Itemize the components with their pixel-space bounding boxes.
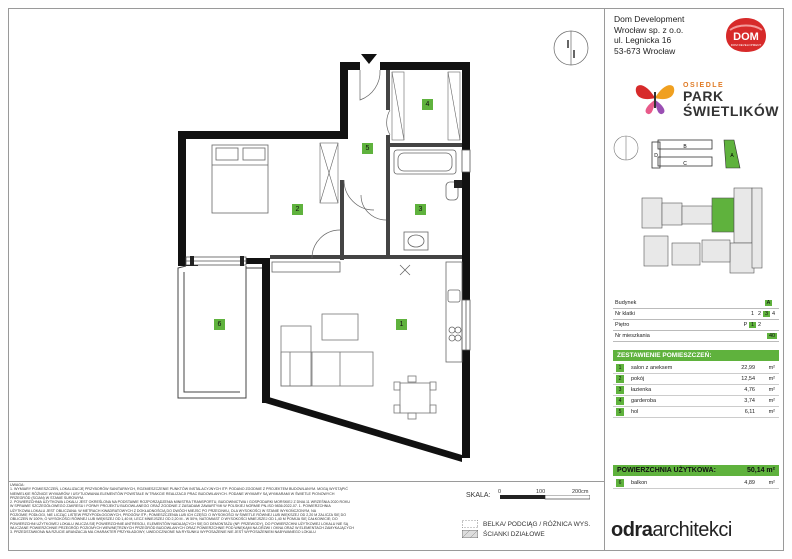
architect-part2: architekci — [652, 519, 732, 541]
plan-label-garderoba: 4 — [422, 99, 433, 110]
beam-swatch-icon — [462, 520, 478, 528]
info-cell-selected: 40 — [768, 333, 776, 339]
info-row-klatka — [613, 309, 779, 320]
wall-swatch-icon — [462, 530, 478, 538]
living-furniture — [281, 314, 436, 419]
room-row: 1 salon z aneksem 22,99 m² — [613, 363, 779, 374]
note-line: WLICZANE POWIERZCHNIE PRZEGRÓD POZIOMYCH WEWNĘTRZNYCH PRZEGRÓD BUDOWLANYCH ORAZ POWIERZCHNIE POD WNĘKĄMI NA DRZWI I OKNA ORAZ W ELEMENTACH ZAMYKAJĄCYCH — [10, 525, 354, 530]
scale-bar — [500, 495, 590, 501]
north-arrow-icon — [554, 31, 588, 65]
site-map — [612, 128, 780, 298]
note-line: POWIERZCHNI UŻYTKOWEJ LOKALU WLICZA SIĘ POWIERZCHNIE ANTRESOLI, ELEMENTÓW NADAJĄCYCH SIĘ DO DEMONTAŻU (NP. PRZEWODY), DO POWIERZCHNI UŻYTKOWEJ LOKALU NIE SĄ — [10, 521, 349, 526]
project-prefix: OSIEDLE — [683, 82, 725, 89]
company-legal: Wrocław sp. z o.o. — [614, 24, 684, 35]
plan-label-hol: 5 — [362, 143, 373, 154]
plan-label-pokoj: 2 — [292, 204, 303, 215]
building-label-b: B — [683, 144, 687, 150]
floor-key-plan — [642, 188, 762, 273]
project-name — [683, 89, 779, 119]
company-street: ul. Legnicka 16 — [614, 35, 672, 45]
legend-beam: BELKA/ PODCIĄG / RÓŻNICA WYS. — [483, 521, 591, 528]
entrance-arrow-icon — [361, 54, 377, 64]
scale-label: SKALA: — [466, 492, 491, 499]
note-line: 1. WYMIARY POMIESZCZEŃ, LOKALIZACJĘ PRZYBORÓW SANITARNYCH, ROZMIESZCZENIE PUNKTÓW INSTALACYJNYCH ITP. PODANO ZGODNIE Z PROJEKTEM BUDOWLANYM. MOGĄ WYSTĄPIĆ — [10, 487, 348, 492]
notes — [10, 483, 450, 535]
project-name-line1: PARK — [683, 88, 724, 104]
building-label-d: D — [654, 153, 658, 159]
info-label: Nr mieszkania — [613, 331, 696, 342]
architect-logo — [611, 519, 732, 542]
note-line: PRZEGRÓD (SCIAN) W STANIE SUROWYM. — [10, 495, 85, 500]
total-area — [613, 465, 779, 476]
note-line: UŻYTKOWA LOKALU JEST OBLICZANA: W METRACH KWADRATOWYCH Z DOKŁADNOŚCIĄ DO DWÓCH MIEJSC PO PRZECINKU, DLA WYSOKOŚCI W STANIE WYKOŃCZONYM, NA — [10, 508, 317, 513]
note-line: POZIOMIE PODŁOGI, NIE LICZĄC LISTEW PRZYPODŁOGOWYCH, PROGÓW ITP.; POMIESZCZENIA LUB ICH CZĘŚCI O WYSOKOŚCI W ŚWIETLE RÓWNEJ LUB WIĘKSZEJ OD 2,20 M ZALICZA SIĘ DO — [10, 513, 346, 518]
plan-label-lazienka: 3 — [415, 204, 426, 215]
info-label: Piętro — [613, 320, 696, 331]
svg-text:DOM DEVELOPMENT: DOM DEVELOPMENT — [730, 43, 762, 47]
park-swietlikow-logo-icon — [632, 78, 678, 118]
bathroom-fixtures — [394, 150, 458, 250]
info-cell: 2 — [757, 311, 762, 317]
info-row-budynek — [613, 298, 779, 309]
building-label-c: C — [683, 161, 687, 167]
info-cell-selected: 3 — [764, 311, 769, 317]
company-name: Dom Development — [614, 14, 685, 24]
scale-tick-0: 0 — [498, 489, 502, 495]
info-cell: P — [743, 322, 748, 328]
info-label: Nr klatki — [613, 309, 696, 320]
company-address — [614, 14, 684, 56]
room-row: 5 hol 6,11 m² — [613, 407, 779, 418]
total-label: POWIERZCHNIA UŻYTKOWA: — [617, 467, 716, 474]
note-line: W SPRAWIE SZCZEGÓŁOWEGO ZAKRESU I FORMY PROJEKTU BUDOWLANEGO ORAZ ZGODNIE Z ZASADAMI ZAWARTYMI W POLSKIEJ NORMIE PN-ISO 9836:2022-07. 1. POWIERZCHNIA — [10, 504, 331, 509]
building-key — [614, 136, 740, 168]
note-line: NIEWIELKIE RÓŻNICE WYMIARÓW I USYTUOWANIA ELEMENTÓW POWSTAŁE W TRAKCIE REALIZACJI PRAC BUDOWLANYCH. PODANE WYMIARY SĄ WYMIARAMI W ŚWIETLE PIONOWYCH — [10, 491, 335, 496]
door-swings — [312, 70, 390, 258]
project-name-line2: ŚWIETLIKÓW — [683, 103, 779, 119]
divider-vertical — [604, 8, 605, 551]
architect-part1: odra — [611, 519, 653, 541]
info-label: Budynek — [613, 298, 696, 309]
company-city: 53-673 Wrocław — [614, 45, 676, 56]
unit-info-table — [613, 298, 779, 342]
room-row: 4 garderoba 3,74 m² — [613, 396, 779, 407]
legend-walls: ŚCIANKI DZIAŁOWE — [483, 531, 545, 538]
divider-horizontal — [8, 481, 605, 482]
svg-text:DOM: DOM — [733, 31, 759, 43]
info-cell: 1 — [750, 311, 755, 317]
building-label-a: A — [730, 153, 734, 159]
dom-development-logo-icon — [724, 16, 768, 54]
total-value: 50,14 m² — [746, 467, 775, 474]
plan-label-balkon: 6 — [214, 319, 225, 330]
notes-title: UWAGA: — [10, 483, 25, 487]
note-line: 2. POWIERZCHNIA UŻYTKOWA LOKALU JEST OKREŚLONA NA PODSTAWIE ROZPORZĄDZENIA MINISTRA TRANSPORTU, BUDOWNICTWA I GOSPODARKI MORSKIEJ Z DNIA 11 WRZEŚNIA 2020 ROKU — [10, 500, 350, 505]
bed — [212, 145, 268, 213]
room-row: 2 pokój 12,54 m² — [613, 374, 779, 385]
scale-tick-200: 200cm — [572, 489, 589, 495]
room-row: 3 łazienka 4,76 m² — [613, 385, 779, 396]
info-row-mieszkanie — [613, 331, 779, 342]
info-cell-selected: A — [766, 300, 771, 306]
info-cell: 4 — [771, 311, 776, 317]
note-line: 3. PRZEDSTAWIONA NA RZUCIE ARANŻACJA MA CHARAKTER PRZYKŁADOWY, UWIDOCZNIONE NA RYSUNKU WYPOSAŻENIE NIE JEST WYPOSAŻENIEM NABYWANEGO LOKALU — [10, 530, 316, 535]
info-cell-selected: 1 — [750, 322, 755, 328]
info-cell: 2 — [757, 322, 762, 328]
note-line: OBLICZEŃ W 100%, O WYSOKOŚCI RÓWNEJ LUB WIĘKSZEJ OD 1,40 M, LECZ MNIEJSZEJ OD 2,20 M - W 50%, NATOMIAST O WYSOKOŚCI MNIEJSZEJ OD 1,40 M POMIJA SIĘ CAŁKOWICIE; DO — [10, 517, 338, 522]
interior-walls — [270, 70, 462, 260]
scale-tick-100: 100 — [536, 489, 546, 495]
kitchen — [272, 262, 462, 362]
balcony-row: 6 balkon 4,89 m² — [613, 478, 779, 489]
plan-label-salon: 1 — [396, 319, 407, 330]
info-row-pietro — [613, 320, 779, 331]
rooms-title: ZESTAWIENIE POMIESZCZEŃ: — [613, 350, 779, 361]
wardrobe — [320, 143, 338, 203]
balcony-outline — [178, 266, 262, 398]
